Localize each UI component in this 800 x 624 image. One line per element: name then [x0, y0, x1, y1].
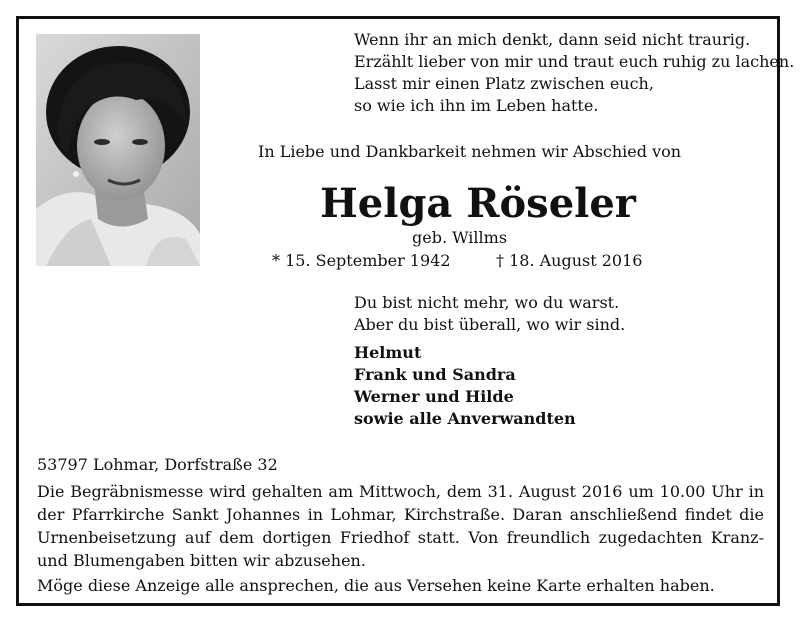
poem-top-line: Wenn ihr an mich denkt, dann seid nicht traurig.	[354, 30, 751, 49]
poem-top-line: Erzählt lieber von mir und traut euch ruhig zu lachen.	[354, 52, 795, 71]
poem-top-line: so wie ich ihn im Leben hatte.	[354, 96, 599, 115]
family-list	[354, 342, 576, 430]
intro-line: In Liebe und Dankbarkeit nehmen wir Abschied von	[258, 142, 682, 161]
family-member: Frank und Sandra	[354, 365, 516, 384]
birth-name: geb. Willms	[412, 228, 508, 247]
poem-bottom-line: Du bist nicht mehr, wo du warst.	[354, 293, 620, 312]
funeral-info	[37, 480, 764, 597]
death-date: † 18. August 2016	[496, 251, 643, 270]
family-member: Helmut	[354, 343, 422, 362]
deceased-name: Helga Röseler	[320, 180, 636, 227]
family-member: Werner und Hilde	[354, 387, 514, 406]
poem-bottom	[354, 292, 625, 336]
birth-date: * 15. September 1942	[272, 251, 451, 270]
portrait-photo	[36, 34, 200, 266]
funeral-paragraph: Die Begräbnismesse wird gehalten am Mittwoch, dem 31. August 2016 um 10.00 Uhr in der Pfarrkirche Sankt Johannes in Lohmar, Kirchstraße. Daran anschließend findet die Urnenbeisetzung auf dem dortigen Friedhof statt. Von freundlich zugedachten Kranz- und Blumengaben bitten wir abzusehen.	[37, 482, 764, 570]
poem-bottom-line: Aber du bist überall, wo wir sind.	[354, 315, 626, 334]
family-member: sowie alle Anverwandten	[354, 409, 576, 428]
closing-paragraph: Möge diese Anzeige alle ansprechen, die aus Versehen keine Karte erhalten haben.	[37, 576, 715, 595]
address: 53797 Lohmar, Dorfstraße 32	[37, 455, 278, 474]
portrait-image	[36, 34, 200, 266]
poem-top-line: Lasst mir einen Platz zwischen euch,	[354, 74, 654, 93]
poem-top	[354, 29, 794, 117]
